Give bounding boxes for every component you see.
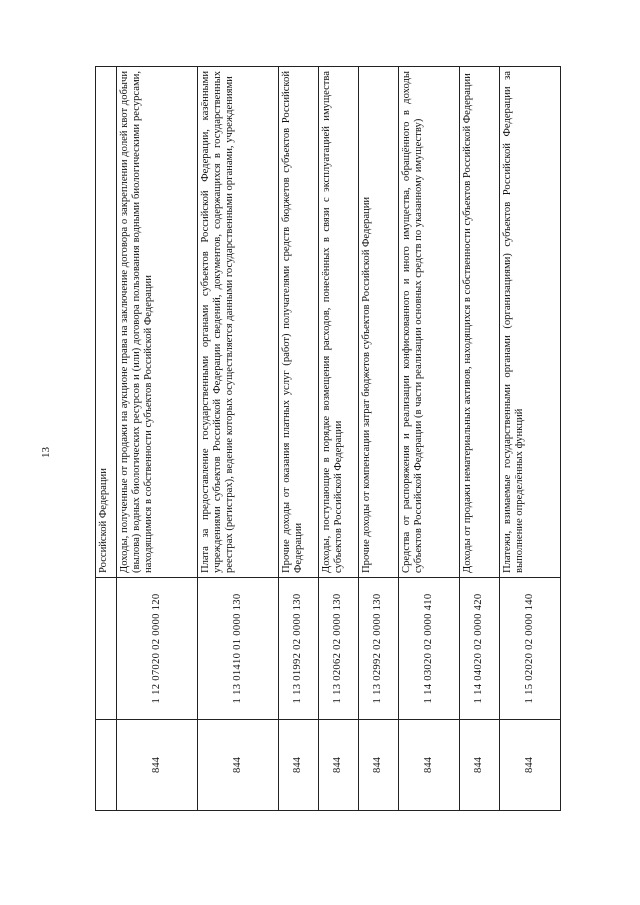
admin-code-cell: 844 xyxy=(500,720,561,811)
description-cell: Доходы от продажи нематериальных активов, находящихся в собственности субъектов Российской Федерации xyxy=(460,67,500,578)
table-row xyxy=(460,67,500,811)
budget-code-cell: 1 14 04020 02 0000 420 xyxy=(460,578,500,720)
table-row xyxy=(117,67,198,811)
table-row xyxy=(279,67,319,811)
admin-code-cell: 844 xyxy=(279,720,319,811)
budget-code-cell xyxy=(96,578,117,720)
description-cell: Доходы, поступающие в порядке возмещения расходов, понесённых в связи с эксплуатацией имущества субъектов Российской Федерации xyxy=(319,67,359,578)
table-row xyxy=(319,67,359,811)
description-cell: Российской Федерации xyxy=(96,67,117,578)
page-number: 13 xyxy=(40,447,52,458)
table-row xyxy=(359,67,399,811)
admin-code-cell: 844 xyxy=(198,720,279,811)
budget-code-cell: 1 15 02020 02 0000 140 xyxy=(500,578,561,720)
description-cell: Прочие доходы от компенсации затрат бюджетов субъектов Российской Федерации xyxy=(359,67,399,578)
description-cell: Средства от распоряжения и реализации конфискованного и иного имущества, обращённого в доходы субъектов Российской Федерации (в части реализации основных средств по указанному имуществу) xyxy=(399,67,460,578)
table-row xyxy=(198,67,279,811)
admin-code-cell: 844 xyxy=(399,720,460,811)
admin-code-cell: 844 xyxy=(319,720,359,811)
description-cell: Доходы, полученные от продажи на аукционе права на заключение договора о закреплении долей квот добычи (вылова) водных биологических ресурсов и (или) договора пользования водными биологическими ресурсами, находящимися в собственности субъектов Российской Федерации xyxy=(117,67,198,578)
description-cell: Платежи, взимаемые государственными органами (организациями) субъектов Российской Федерации за выполнение определённых функций xyxy=(500,67,561,578)
admin-code-cell: 844 xyxy=(117,720,198,811)
admin-code-cell: 844 xyxy=(460,720,500,811)
admin-code-cell xyxy=(96,720,117,811)
admin-code-cell: 844 xyxy=(359,720,399,811)
table-row xyxy=(500,67,561,811)
table-row xyxy=(96,67,117,811)
budget-code-cell: 1 13 01410 01 0000 130 xyxy=(198,578,279,720)
description-cell: Прочие доходы от оказания платных услуг (работ) получателями средств бюджетов субъектов Российской Федерации xyxy=(279,67,319,578)
budget-code-cell: 1 13 02992 02 0000 130 xyxy=(359,578,399,720)
budget-code-cell: 1 13 01992 02 0000 130 xyxy=(279,578,319,720)
table-row xyxy=(399,67,460,811)
budget-code-cell: 1 14 03020 02 0000 410 xyxy=(399,578,460,720)
budget-code-cell: 1 13 02062 02 0000 130 xyxy=(319,578,359,720)
revenue-codes-table xyxy=(95,66,561,811)
description-cell: Плата за предоставление государственными органами субъектов Российской Федерации, казёнными учреждениями субъектов Российской Федерации сведений, документов, содержащихся в государственных реестрах (регистрах), ведение которых осуществляется данными государственными органами, учреждениями xyxy=(198,67,279,578)
budget-code-cell: 1 12 07020 02 0000 120 xyxy=(117,578,198,720)
